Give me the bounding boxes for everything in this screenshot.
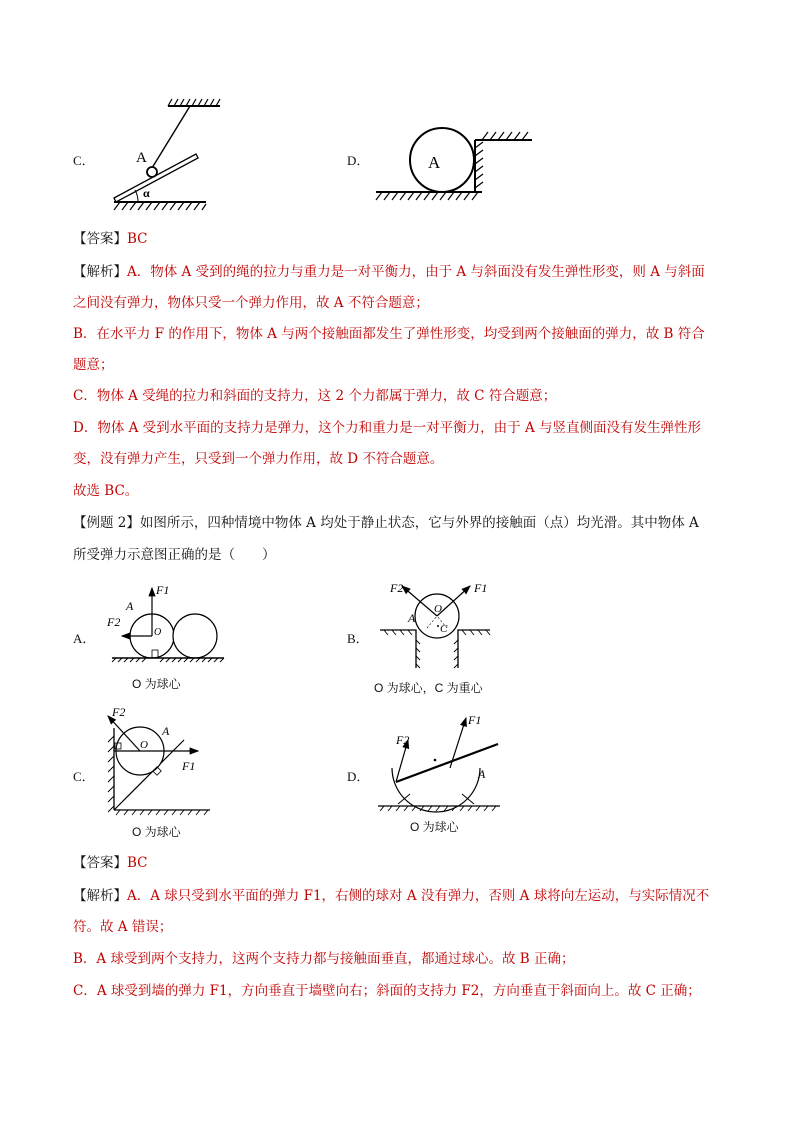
figure-c2-ball: A — [162, 724, 170, 738]
figure-a-two-balls — [104, 580, 229, 662]
analysis-1-line-2: 之间没有弹力，物体只受一个弹力作用，故 A 不符合题意； — [73, 295, 429, 311]
figure-a-caption: O 为球心 — [132, 677, 181, 691]
figure-c-ball-label: A — [136, 150, 147, 166]
analysis-2-line-1: 【解析】A．A 球只受到水平面的弹力 F1，右侧的球对 A 没有弹力，否则 A 球将向左运动，与实际情况不 — [73, 888, 710, 904]
example-2-line-1: 【例题 2】如图所示，四种情境中物体 A 均处于静止状态，它与外界的接触面（点）均光滑。其中物体 A — [73, 515, 699, 531]
figure-a-center: O — [154, 627, 162, 638]
figure-d2-f1: F1 — [468, 713, 482, 727]
figure-b-caption: O 为球心，C 为重心 — [374, 681, 483, 695]
figure-b-f2: F2 — [390, 581, 404, 595]
analysis-1-line-5: C．物体 A 受绳的拉力和斜面的支持力，这 2 个力都属于弹力，故 C 符合题意； — [73, 388, 557, 404]
analysis-1-conclusion: 故选 BC。 — [73, 483, 139, 499]
figure-c2-f2: F2 — [112, 705, 126, 719]
figure-c-angle-label: α — [143, 186, 150, 200]
figure-c-ball-wall-incline — [98, 702, 218, 817]
figure-b-ball: A — [408, 611, 416, 625]
figure-d2-caption: O 为球心 — [410, 820, 459, 834]
figure-c2-caption: O 为球心 — [132, 825, 181, 839]
option-a-label: A． — [73, 631, 96, 646]
analysis-2-line-2: 符。故 A 错误； — [73, 919, 173, 935]
answer-1 — [73, 229, 148, 249]
analysis-1-line-6: D．物体 A 受到水平面的支持力是弹力，这个力和重力是一对平衡力，由于 A 与竖直侧面没有发生弹性形 — [73, 420, 701, 436]
option-c2-label: C． — [73, 769, 95, 784]
figure-b-gravity: C — [440, 623, 448, 635]
figure-d2-f2: F2 — [396, 733, 410, 747]
figure-a-f2: F2 — [107, 615, 121, 629]
figure-d2-ball: A — [478, 767, 486, 781]
figure-c2-center: O — [140, 739, 148, 751]
answer-1-value: BC — [127, 231, 148, 247]
analysis-2-tag: 【解析】 — [73, 888, 127, 904]
figure-b-center: O — [434, 603, 442, 615]
analysis-1-line-7: 变，没有弹力产生，只受到一个弹力作用，故 D 不符合题意。 — [73, 451, 444, 467]
answer-2-value: BC — [127, 855, 148, 871]
option-d2-label: D． — [347, 769, 370, 784]
figure-c-incline-rope — [110, 98, 220, 213]
figure-b-ball-in-slot — [370, 580, 500, 670]
answer-2 — [73, 853, 148, 873]
figure-d-ball-label: A — [428, 153, 441, 172]
analysis-1-line-3: B．在水平力 F 的作用下，物体 A 与两个接触面都发生了弹性形变，均受到两个接触面的弹力，故 B 符合 — [73, 326, 705, 342]
figure-d-ball-corner — [372, 122, 537, 204]
option-d-label: D． — [347, 153, 370, 168]
answer-2-tag: 【答案】 — [73, 855, 127, 871]
figure-b-f1: F1 — [474, 581, 488, 595]
figure-c2-f1: F1 — [182, 759, 196, 773]
analysis-2-line-4: C．A 球受到墙的弹力 F1，方向垂直于墙壁向右；斜面的支持力 F2，方向垂直于斜面向上。故 C 正确； — [73, 983, 701, 999]
analysis-2-line-3: B．A 球受到两个支持力，这两个支持力都与接触面垂直，都通过球心。故 B 正确； — [73, 951, 575, 967]
analysis-1-line-4: 题意； — [73, 357, 114, 373]
option-c-label: C． — [73, 153, 95, 168]
example-2-tag: 【例题 2】 — [73, 515, 140, 531]
example-2-line-2: 所受弹力示意图正确的是（ ） — [73, 547, 276, 563]
figure-a-f1: F1 — [156, 583, 170, 597]
analysis-1-line-1: 【解析】A．物体 A 受到的绳的拉力与重力是一对平衡力，由于 A 与斜面没有发生弹性形变，则 A 与斜面 — [73, 264, 705, 280]
figure-d-rod-in-bowl — [372, 710, 507, 818]
figure-a-ball: A — [126, 599, 134, 613]
answer-1-tag: 【答案】 — [73, 231, 127, 247]
option-b-label: B． — [347, 631, 369, 646]
analysis-1-tag: 【解析】 — [73, 264, 127, 280]
